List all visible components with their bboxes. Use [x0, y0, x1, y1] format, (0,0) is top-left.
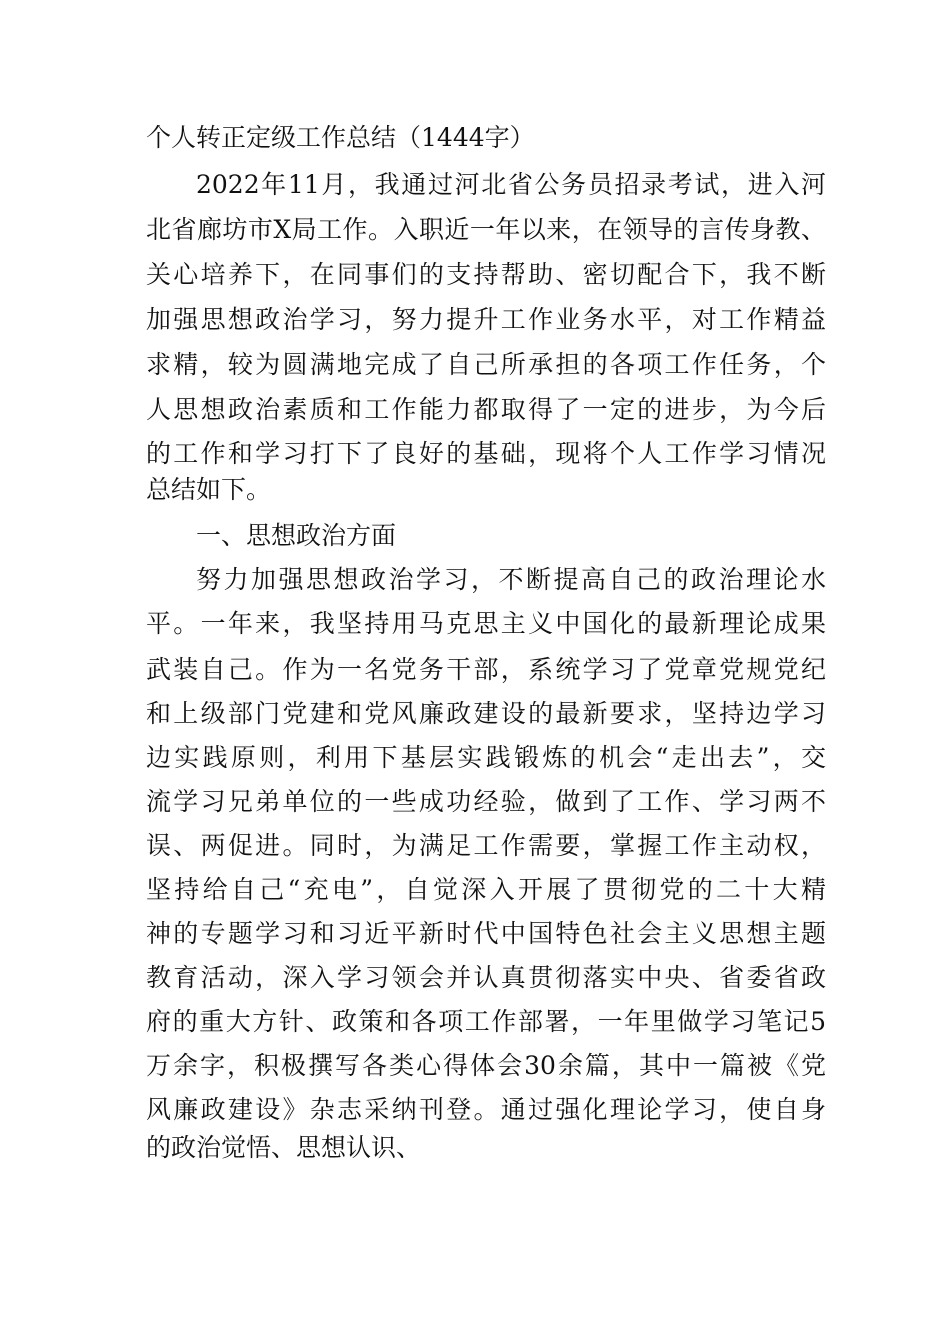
section-paragraph-line: 坚持给自己“充电”，自觉深入开展了贯彻党的二十大精: [146, 875, 826, 904]
section-paragraph-line: 武装自己。作为一名党务干部，系统学习了党章党规党纪: [146, 655, 826, 684]
section-paragraph-line: 府的重大方针、政策和各项工作部署，一年里做学习笔记5: [146, 1007, 826, 1036]
document-title: 个人转正定级工作总结（1444字）: [146, 123, 535, 152]
section-paragraph-line: 风廉政建设》杂志采纳刊登。通过强化理论学习，使自身: [146, 1095, 826, 1124]
intro-paragraph-line: 2022年11月，我通过河北省公务员招录考试，进入河: [196, 170, 826, 199]
intro-paragraph-line: 人思想政治素质和工作能力都取得了一定的进步，为今后: [146, 395, 826, 424]
section-paragraph-line: 平。一年来，我坚持用马克思主义中国化的最新理论成果: [146, 609, 826, 638]
intro-paragraph-line: 总结如下。: [146, 475, 272, 504]
section-paragraph-line: 边实践原则，利用下基层实践锻炼的机会“走出去”，交: [146, 743, 826, 772]
section-heading: 一、思想政治方面: [196, 521, 397, 550]
section-paragraph-line: 神的专题学习和习近平新时代中国特色社会主义思想主题: [146, 919, 826, 948]
intro-paragraph-line: 的工作和学习打下了良好的基础，现将个人工作学习情况: [146, 439, 826, 468]
section-paragraph-line: 教育活动，深入学习领会并认真贯彻落实中央、省委省政: [146, 963, 826, 992]
section-paragraph-line: 误、两促进。同时，为满足工作需要，掌握工作主动权，: [146, 831, 826, 860]
intro-paragraph-line: 北省廊坊市X局工作。入职近一年以来，在领导的言传身教、: [146, 215, 826, 244]
section-paragraph-line: 和上级部门党建和党风廉政建设的最新要求，坚持边学习: [146, 699, 826, 728]
intro-paragraph-line: 加强思想政治学习，努力提升工作业务水平，对工作精益: [146, 305, 826, 334]
section-paragraph-line: 的政治觉悟、思想认识、: [146, 1133, 422, 1162]
section-paragraph-line: 努力加强思想政治学习，不断提高自己的政治理论水: [196, 565, 826, 594]
intro-paragraph-line: 求精，较为圆满地完成了自己所承担的各项工作任务，个: [146, 350, 826, 379]
section-paragraph-line: 流学习兄弟单位的一些成功经验，做到了工作、学习两不: [146, 787, 826, 816]
section-paragraph-line: 万余字，积极撰写各类心得体会30余篇，其中一篇被《党: [146, 1051, 826, 1080]
intro-paragraph-line: 关心培养下，在同事们的支持帮助、密切配合下，我不断: [146, 260, 826, 289]
